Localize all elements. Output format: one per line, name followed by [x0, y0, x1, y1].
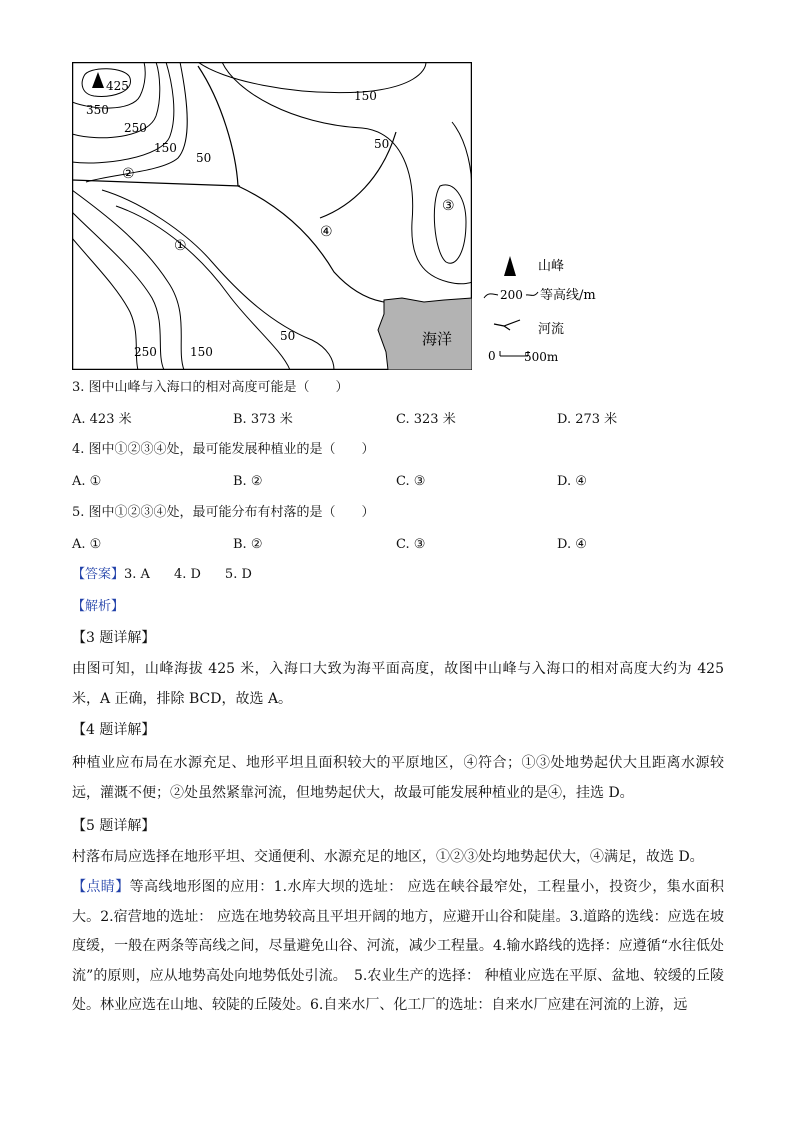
- contour-legend-icon: [484, 294, 498, 298]
- option-3c: C. 323 米: [396, 412, 456, 427]
- option-5c: C. ③: [396, 537, 426, 552]
- peak-icon: [504, 256, 516, 276]
- point-3-label: ③: [442, 198, 455, 214]
- contour-map: [72, 62, 472, 370]
- answer-item: 5. D: [224, 567, 252, 582]
- contour-legend-icon: [526, 292, 538, 295]
- contour-label: 250: [134, 345, 157, 359]
- ocean-label: 海洋: [422, 330, 453, 348]
- q4-title: 【4 题详解】: [72, 722, 156, 738]
- question-3-stem: 3. 图中山峰与入海口的相对高度可能是（ ）: [72, 380, 349, 395]
- legend-river-label: 河流: [538, 322, 565, 337]
- answer-label: 【答案】: [72, 567, 125, 582]
- option-4a: A. ①: [72, 474, 102, 489]
- q5-body: 村落布局应选择在地形平坦、交通便利、水源充足的地区，①②③处均地势起伏大，④满足，故选 D。: [72, 849, 704, 865]
- contour-label: 50: [280, 329, 296, 343]
- contour-label: 150: [154, 141, 177, 155]
- answer-line: [72, 565, 276, 585]
- tips-label: 【点睛】: [72, 879, 130, 895]
- option-3a: A. 423 米: [72, 412, 132, 427]
- legend-peak-label: 山峰: [538, 259, 565, 274]
- contour-label: 50: [196, 151, 212, 165]
- contour-label: 350: [86, 103, 109, 117]
- tips-body: 等高线地形图的应用：1.水库大坝的选址： 应选在峡谷最窄处，工程量小，投资少，集水面积大。2.宿营地的选址： 应选在地势较高且平坦开阔的地方，应避开山谷和陡崖。3.道路的选线：应选在坡度缓，一般在两条等高线之间，尽量避免山谷、河流，减少工程量。4.输水路线的选择：应遵循“水往低处流”的原则，应从地势高处向地势低处引流。 5.农业生产的选择： 种植业应选在平原、盆地、较缓的丘陵处。林业应选在山地、较陡的丘陵处。6.自来水厂、化工厂的选址：自来水厂应建在河流的上游，远: [72, 879, 725, 1013]
- option-4c: C. ③: [396, 474, 426, 489]
- scale-end: 500m: [524, 350, 559, 364]
- contour-label: 150: [190, 345, 213, 359]
- point-4-label: ④: [320, 224, 333, 240]
- q3-body: 由图可知，山峰海拔 425 米，入海口大致为海平面高度，故图中山峰与入海口的相对高度大约为 425 米，A 正确，排除 BCD，故选 A。: [72, 661, 724, 707]
- option-4d: D. ④: [557, 474, 587, 489]
- answer-item: 3. A: [124, 567, 150, 582]
- analysis-label: 【解析】: [72, 599, 125, 614]
- legend-contour-value: 200: [500, 288, 523, 302]
- contour-label: 250: [124, 121, 147, 135]
- q5-title: 【5 题详解】: [72, 818, 156, 834]
- option-3b: B. 373 米: [233, 412, 293, 427]
- option-5a: A. ①: [72, 537, 102, 552]
- river-legend-icon: [494, 320, 520, 330]
- contour-label: 150: [354, 89, 377, 103]
- point-2-label: ②: [122, 166, 135, 182]
- option-5b: B. ②: [233, 537, 263, 552]
- q4-body: 种植业应布局在水源充足、地形平坦且面积较大的平原地区，④符合；①③处地势起伏大且距离水源较远，灌溉不便；②处虽然紧靠河流，但地势起伏大，故最可能发展种植业的是④，挂选 D。: [72, 755, 724, 801]
- point-1-label: ①: [174, 238, 187, 254]
- option-5d: D. ④: [557, 537, 587, 552]
- legend-contour-label: 等高线/m: [540, 288, 596, 303]
- option-4b: B. ②: [233, 474, 263, 489]
- tips-paragraph: [72, 873, 724, 1021]
- question-5-stem: 5. 图中①②③④处，最可能分布有村落的是（ ）: [72, 505, 375, 520]
- scale-start: 0: [488, 349, 496, 363]
- q3-title: 【3 题详解】: [72, 630, 156, 646]
- question-4-stem: 4. 图中①②③④处，最可能发展种植业的是（ ）: [72, 442, 375, 457]
- answer-item: 4. D: [173, 567, 201, 582]
- option-3d: D. 273 米: [557, 412, 618, 427]
- map-legend: [480, 248, 640, 373]
- peak-elevation-label: 425: [106, 79, 129, 93]
- contour-label: 50: [374, 137, 390, 151]
